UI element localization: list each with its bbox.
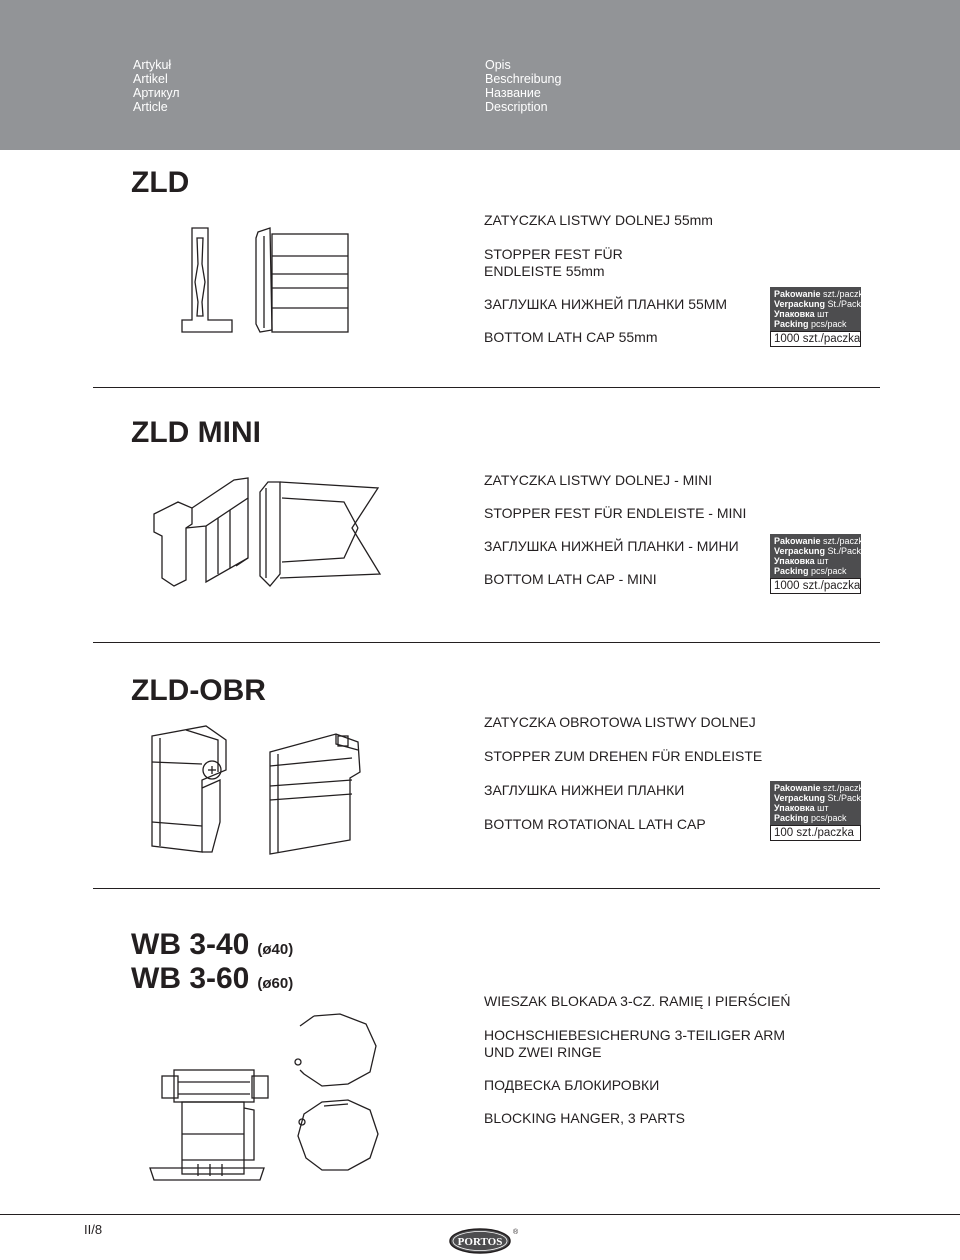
wb-3-40-diameter: (ø40) xyxy=(257,941,294,958)
packing-labels: Pakowanie szt./paczka Verpackung St./Pack Упаковка шт Packing pcs/pack xyxy=(770,534,861,578)
zld-packing-value: 1000 szt./paczka xyxy=(770,331,861,347)
zld-desc-ru: ЗАГЛУШКА НИЖНЕЙ ПЛАНКИ 55ММ xyxy=(484,296,728,312)
product-code-zld-mini: ZLD MINI xyxy=(131,416,261,449)
zld-mini-packing-box xyxy=(770,534,869,594)
zld-obr-desc-en: BOTTOM ROTATIONAL LATH CAP xyxy=(484,816,706,832)
zld-obr-desc-pl: ZATYCZKA OBROTOWA LISTWY DOLNEJ xyxy=(484,714,756,730)
product-code-zld-obr: ZLD-OBR xyxy=(131,674,266,707)
zld-mini-drawing xyxy=(148,474,384,594)
zld-mini-desc-ru: ЗАГЛУШКА НИЖНЕЙ ПЛАНКИ - МИНИ xyxy=(484,538,739,554)
zld-mini-packing-value: 1000 szt./paczka xyxy=(770,578,861,594)
description-label-pl: Opis xyxy=(485,58,511,72)
zld-mini-desc-de: STOPPER FEST FÜR ENDLEISTE - MINI xyxy=(484,505,747,521)
description-label-en: Description xyxy=(485,100,548,114)
product-code-wb-3-40 xyxy=(131,928,293,962)
registered-mark: ® xyxy=(513,1229,519,1236)
zld-description xyxy=(484,212,727,346)
wb-desc-en: BLOCKING HANGER, 3 PARTS xyxy=(484,1110,685,1126)
description-column-heading xyxy=(485,58,561,114)
wb-description xyxy=(484,993,791,1127)
description-label-ru: Название xyxy=(485,86,541,100)
wb-3-40-code: WB 3-40 xyxy=(131,928,250,961)
zld-mini-description xyxy=(484,472,746,588)
product-code-wb-3-60 xyxy=(131,962,293,996)
wb-desc-de-2: UND ZWEI RINGE xyxy=(484,1044,602,1060)
zld-obr-drawing xyxy=(146,722,378,862)
zld-obr-desc-de: STOPPER ZUM DREHEN FÜR ENDLEISTE xyxy=(484,748,763,764)
article-label-pl: Artykuł xyxy=(133,58,172,72)
wb-desc-de-1: HOCHSCHIEBESICHERUNG 3-TEILIGER ARM xyxy=(484,1027,786,1043)
zld-desc-de-2: ENDLEISTE 55mm xyxy=(484,263,605,279)
wb-desc-ru: ПОДВЕСКА БЛОКИРОВКИ xyxy=(484,1077,660,1093)
header-band xyxy=(0,0,960,150)
zld-obr-description xyxy=(484,714,762,833)
wb-drawing xyxy=(144,1010,384,1194)
wb-desc-pl: WIESZAK BLOKADA 3-CZ. RAMIĘ I PIERŚCIEŃ xyxy=(484,993,791,1009)
section-divider xyxy=(93,888,880,889)
article-column-heading xyxy=(133,58,180,114)
zld-desc-en: BOTTOM LATH CAP 55mm xyxy=(484,329,658,345)
article-label-en: Article xyxy=(133,100,168,114)
logo-text: PORTOS xyxy=(457,1236,503,1248)
zld-mini-desc-pl: ZATYCZKA LISTWY DOLNEJ - MINI xyxy=(484,472,713,488)
article-label-ru: Артикул xyxy=(133,86,180,100)
zld-obr-packing-value: 100 szt./paczka xyxy=(770,825,861,841)
wb-3-60-code: WB 3-60 xyxy=(131,962,250,995)
article-label-de: Artikel xyxy=(133,72,168,86)
description-label-de: Beschreibung xyxy=(485,72,562,86)
section-divider xyxy=(93,387,880,388)
product-code-zld: ZLD xyxy=(131,166,190,199)
packing-labels: Pakowanie szt./paczka Verpackung St./Pack Упаковка шт Packing pcs/pack xyxy=(770,781,861,825)
footer-divider xyxy=(0,1214,960,1215)
zld-desc-de-1: STOPPER FEST FÜR xyxy=(484,246,623,262)
zld-obr-desc-ru: ЗАГЛУШКА НИЖНЕИ ПЛАНКИ xyxy=(484,782,685,798)
zld-desc-pl: ZATYCZKA LISTWY DOLNEJ 55mm xyxy=(484,212,713,228)
portos-logo xyxy=(447,1226,519,1256)
packing-labels: Pakowanie szt./paczka Verpackung St./Pack Упаковка шт Packing pcs/pack xyxy=(770,287,861,331)
wb-3-60-diameter: (ø60) xyxy=(257,975,294,992)
section-divider xyxy=(93,642,880,643)
zld-mini-desc-en: BOTTOM LATH CAP - MINI xyxy=(484,571,657,587)
page-number: II/8 xyxy=(84,1222,103,1237)
zld-obr-packing-box xyxy=(770,781,869,841)
zld-packing-box xyxy=(770,287,869,347)
zld-drawing xyxy=(178,224,358,338)
